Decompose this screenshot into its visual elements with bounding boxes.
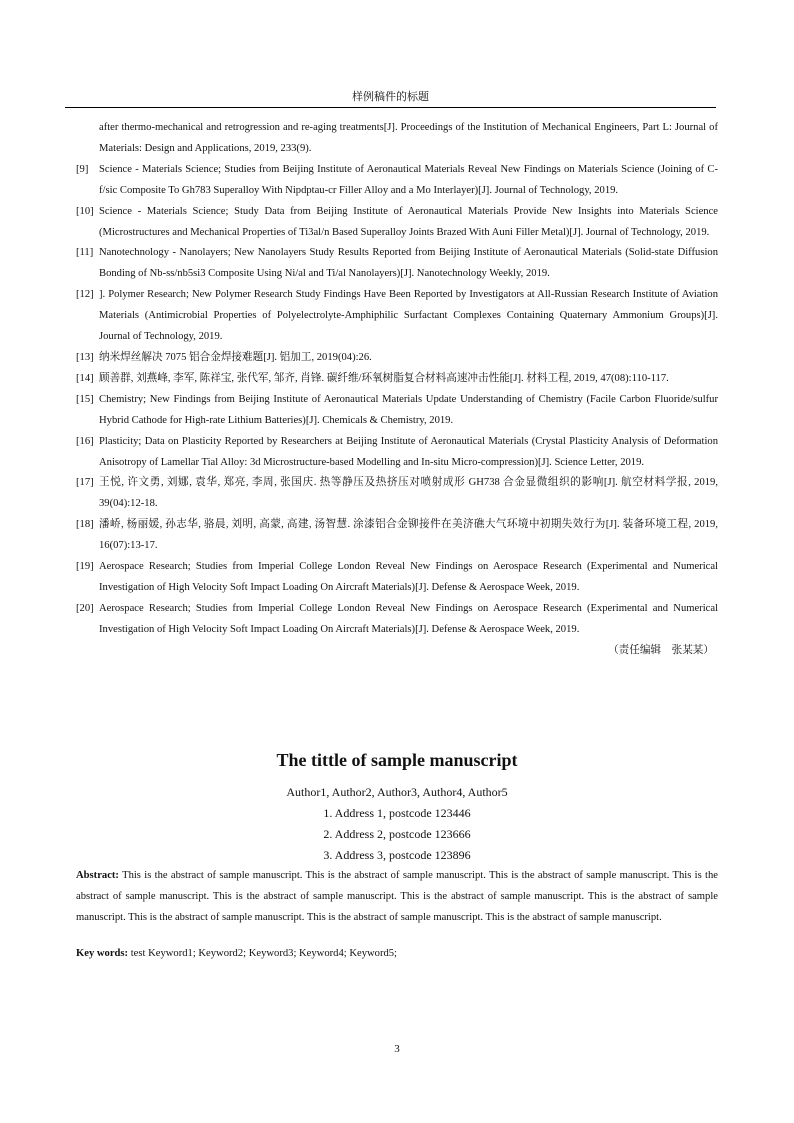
reference-text: Nanotechnology - Nanolayers; New Nanolayers Study Results Reported from Beijing Institute of Aeronautical Materials (Solid-state Diffusion Bonding of Nb-ss/nb5si3 Composite Using Ni/al and Ti/al Nanolayers)[J]. Nanotechnology Weekly, 2019. xyxy=(99,247,718,280)
keywords-text: test Keyword1; Keyword2; Keyword3; Keyword4; Keyword5; xyxy=(128,948,398,959)
reference-text: 纳米焊丝解决 7075 铝合金焊接难题[J]. 铝加工, 2019(04):26. xyxy=(99,351,372,363)
reference-number: [20] xyxy=(76,602,94,614)
reference-number: [13] xyxy=(76,351,94,363)
keywords-label: Key words: xyxy=(76,948,129,959)
reference-text: Aerospace Research; Studies from Imperial College London Reveal New Findings on Aerospace Research (Experimental and Numerical Investigation of High Velocity Soft Impact Loading On Aircraft Materials)[J]. Defense & Aerospace Week, 2019. xyxy=(99,561,718,593)
header-rule xyxy=(65,107,716,108)
reference-item xyxy=(76,432,718,474)
reference-item xyxy=(76,243,718,285)
reference-text: ]. Polymer Research; New Polymer Research Study Findings Have Been Reported by Investigators at All-Russian Research Institute of Aviation Materials (Antimicrobial Properties of Polyelectrolyte-Amphiphilic Surfactant Complexes Containing Quaternary Ammonium Groups)[J]. Journal of Technology, 2019. xyxy=(99,289,718,343)
reference-list xyxy=(76,118,718,662)
reference-item xyxy=(76,557,718,599)
reference-number: [17] xyxy=(76,477,94,489)
reference-item xyxy=(76,285,718,348)
reference-text: 王悦, 许文勇, 刘娜, 袁华, 郑亮, 李周, 张国庆. 热等静压及热挤压对喷射成形 GH738 合金显微组织的影响[J]. 航空材料学报, 2019, 39(04):12-18. xyxy=(99,477,718,510)
running-header: 样例稿件的标题 xyxy=(352,91,429,103)
reference-number: [12] xyxy=(76,289,94,301)
reference-item xyxy=(76,202,718,244)
address-3: 3. Address 3, postcode 123896 xyxy=(323,848,471,862)
page-number: 3 xyxy=(394,1043,400,1055)
reference-number: [19] xyxy=(76,561,94,573)
english-title: The tittle of sample manuscript xyxy=(276,750,518,770)
reference-item xyxy=(76,473,718,515)
reference-continuation: after thermo-mechanical and retrogression and re-aging treatments[J]. Proceedings of the Institution of Mechanical Engineers, Part L: Journal of Materials: Design and Applications, 2019, 233(9). xyxy=(99,122,718,154)
keywords xyxy=(76,948,718,959)
address-2: 2. Address 2, postcode 123666 xyxy=(323,827,471,841)
abstract-text: This is the abstract of sample manuscript. This is the abstract of sample manuscript. This is the abstract of sample manuscript. This is the abstract of sample manuscript. This is the abstract of sample manuscript. This is the abstract of sample manuscript. This is the abstract of sample manuscript. This is the abstract of sample manuscript. This is the abstract of sample manuscript. This is the abstract of sample manuscript. xyxy=(76,870,718,923)
reference-text: Aerospace Research; Studies from Imperial College London Reveal New Findings on Aerospace Research (Experimental and Numerical Investigation of High Velocity Soft Impact Loading On Aircraft Materials)[J]. Defense & Aerospace Week, 2019. xyxy=(99,602,718,635)
authors: Author1, Author2, Author3, Author4, Author5 xyxy=(286,785,508,799)
reference-item xyxy=(76,160,718,202)
responsible-editor: （责任编辑 张某某） xyxy=(608,644,714,656)
reference-item xyxy=(76,515,718,557)
reference-text: Science - Materials Science; Study Data from Beijing Institute of Aeronautical Materials Provide New Insights into Materials Science (Microstructures and Mechanical Properties of Ti3al/n Based Superalloy Joints Brazed With Auni Filler Metal)[J]. Journal of Technology, 2019. xyxy=(99,205,718,238)
abstract-label: Abstract: xyxy=(76,870,119,881)
reference-number: [16] xyxy=(76,435,94,447)
abstract xyxy=(76,866,718,929)
reference-number: [11] xyxy=(76,247,94,259)
reference-item xyxy=(76,369,718,390)
reference-number: [14] xyxy=(76,372,94,384)
reference-item xyxy=(76,348,718,369)
reference-text: Plasticity; Data on Plasticity Reported by Researchers at Beijing Institute of Aeronautical Materials (Crystal Plasticity Analysis of Deformation Anisotropy of Lamellar Tial Alloy: 3d Microstructure-based Modelling and In-situ Micro-compression)[J]. Science Letter, 2019. xyxy=(99,435,718,468)
reference-number: [10] xyxy=(76,205,94,217)
reference-number: [18] xyxy=(76,519,94,531)
address-1: 1. Address 1, postcode 123446 xyxy=(323,806,471,820)
reference-item xyxy=(76,390,718,432)
reference-item xyxy=(76,599,718,641)
reference-text: Science - Materials Science; Studies from Beijing Institute of Aeronautical Materials Reveal New Findings on Materials Science (Joining of C-f/sic Composite To Gh783 Superalloy With Nipdptau-cr Filler Alloy and a Mo Interlayer)[J]. Journal of Technology, 2019. xyxy=(99,163,718,196)
reference-number: [15] xyxy=(76,393,94,405)
reference-text: 潘峤, 杨丽媛, 孙志华, 骆晨, 刘明, 高蒙, 高建, 汤智慧. 涂漆铝合金铆接件在美济礁大气环境中初期失效行为[J]. 装备环境工程, 2019, 16(07):13-17. xyxy=(99,519,718,552)
reference-text: Chemistry; New Findings from Beijing Institute of Aeronautical Materials Update Understanding of Chemistry (Facile Carbon Fluoride/sulfur Hybrid Cathode for High-rate Lithium Batteries)[J]. Chemicals & Chemistry, 2019. xyxy=(99,393,718,426)
reference-number: [9] xyxy=(76,163,89,175)
reference-text: 顾善群, 刘燕峰, 李军, 陈祥宝, 张代军, 邹齐, 肖锋. 碳纤维/环氧树脂复合材料高速冲击性能[J]. 材料工程, 2019, 47(08):110-117. xyxy=(99,372,669,384)
